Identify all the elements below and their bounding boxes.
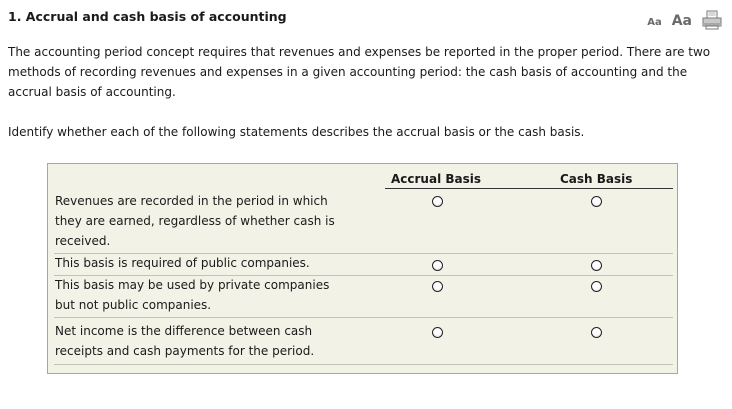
decrease-font-button[interactable]: Aa xyxy=(647,17,662,28)
accrual-radio[interactable] xyxy=(432,281,443,292)
question-header xyxy=(8,8,728,30)
cash-radio[interactable] xyxy=(591,196,602,207)
intro-paragraph: The accounting period concept requires that revenues and expenses be reported in the proper period. There are two methods of recording revenues and expenses in a given accounting period: the cash basis of accounting and the accrual basis of accounting. xyxy=(8,45,711,99)
cash-radio[interactable] xyxy=(591,260,602,271)
accrual-radio[interactable] xyxy=(432,327,443,338)
statement-text: Net income is the difference between cash receipts and cash payments for the period. xyxy=(55,324,315,358)
font-tools xyxy=(647,8,722,30)
table-row xyxy=(54,275,673,318)
accrual-radio[interactable] xyxy=(432,260,443,271)
classification-table xyxy=(47,163,678,374)
printer-icon[interactable] xyxy=(702,10,722,30)
question-title: 1. Accrual and cash basis of accounting xyxy=(8,9,287,24)
table-row xyxy=(54,253,673,276)
cash-radio[interactable] xyxy=(591,327,602,338)
cash-radio[interactable] xyxy=(591,281,602,292)
table-row xyxy=(54,317,673,365)
instruction-text: Identify whether each of the following statements describes the accrual basis or the cash basis. xyxy=(8,125,585,139)
increase-font-button[interactable]: Aa xyxy=(671,13,692,29)
statement-text: This basis is required of public companies. xyxy=(55,256,310,270)
table-row xyxy=(54,191,673,254)
column-header-cash: Cash Basis xyxy=(560,172,633,186)
column-header-accrual: Accrual Basis xyxy=(391,172,482,186)
statement-text: Revenues are recorded in the period in which they are earned, regardless of whether cash is received. xyxy=(55,194,335,248)
accrual-radio[interactable] xyxy=(432,196,443,207)
statement-text: This basis may be used by private companies but not public companies. xyxy=(55,278,330,312)
header-divider xyxy=(385,188,673,189)
